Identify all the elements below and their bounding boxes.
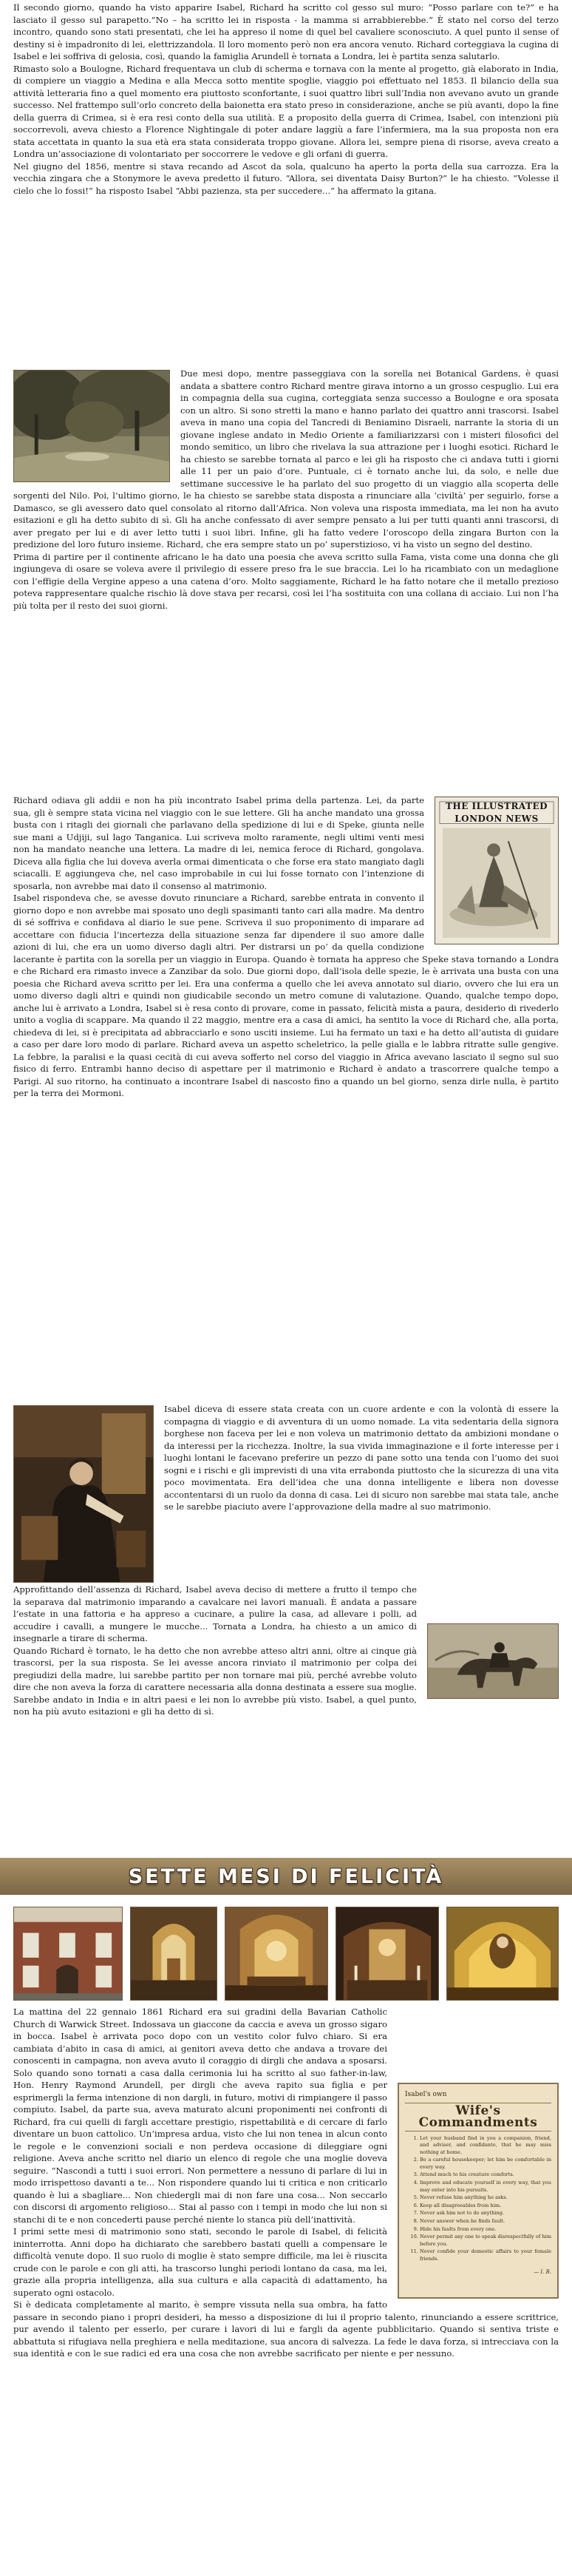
paragraph: I primi sette mesi di matrimonio sono stati, secondo le parole di Isabel, di felicità ininterrotta. Anni dopo ha dichiarato che sarebbero bastati quelli a compensare le difficoltà venute dopo. Il suo ruolo di moglie è stato sempre difficile, ma lei è riuscita crude con le parole e con gli atti, ha trascorso lunghi periodi lontano da casa, ma lei, grazie alla propria intelligenza, alla sua cultura e alla capacità di adattamento, ha superato ogni ostacolo. [13,2226,387,2298]
portrait-painting [13,1405,154,1583]
church-altar-photo [225,1907,328,2001]
paragraph: La mattina del 22 gennaio 1861 Richard era sui gradini della Bavarian Catholic Church di Warwick Street. Indossava un giaccone da caccia e aveva un grosso sigaro in bocca. Isabel è arrivata poco dopo con un vestito color fulvo chiaro. Si era cambiata d’abito in casa di amici, ai genitori aveva detto che andava a trovare dei conoscenti in campagna, non aveva avuto il coraggio di dirgli che andava a sposarsi. Solo quando sono tornati a casa dalla cerimonia lui ha scritto al suo father-in-law, Hon. Henry Raymond Arundell, per dirgli che aveva rapito sua figlia e per esprimergli la ferma intenzione di non dargli, in futuro, motivi di rimpiangere il passo compiuto. Isabel, da parte sua, aveva maturato alcuni proponimenti nei confronti di Richard, fra cui quelli di fargli accettare prestigio, rispettabilità e di cercare di farlo diventare un buon cattolico. Un’impresa ardua, visto che lui non tenea in alcun conto le regole e le convenzioni sociali e non perdeva occasione di dileggiare ogni religione. Aveva anche scritto nel diario un elenco di regole che una moglie doveva seguire. “Nascondi a tutti i suoi errori. Non permettere a nessuno di parlare di lui in modo irrispettoso davanti a te... Non rispondere quando lui ti critica e non criticarlo quando è lui a sbagliare... Non chiedergli mai di non fare una cosa... Non seccarlo con discorsi di argomento religioso... Stai al passo con i tempi in modo che lui non si stanchi di te e non concederti pause perché niente lo stanca più dell’inattività. [13,2007,387,2225]
commandment-item: 5. Never refuse him anything he asks. [420,2194,551,2202]
paragraph: Isabel rispondeva che, se avesse dovuto rinunciare a Richard, sarebbe entrata in convento il giorno dopo e non avrebbe mai sposato uno degli spasimanti tanto cari alla madre. Ma dentro di sé soffriva e confidava al diario le sue pene. Scriveva il suo proponimento di imparare ad accettare con fiducia l’incertezza della situazione senza far dipendere il suo amore dalle azioni di lui, che era un uomo diverso dagli altri. Per distrarsi un po’ da quella condizione lacerante è partita con la sorella per un viaggio in Europa. Quando è tornata ha appreso che Speke stava tornando a Londra e che Richard era rimasto invece a Zanzibar da solo. Due giorni dopo, dall’isola delle spezie, le è arrivata una busta con una poesia che Richard aveva scritto per lei. Era una conferma a quello che lei aveva annotato sul diario, ovvero che lui era un uomo diverso dagli altri e quindi non giudicabile secondo un metro comune di valutazione. Quando, qualche tempo dopo, anche lui è arrivato a Londra, Isabel si è resa conto di provare, come in passato, felicità mista a paura, desiderio di rivederlo unito a voglia di scappare. Ma quando il 22 maggio, mentre era a casa di amici, ha sentito la voce di Richard che, alla porta, chiedeva di lei, si è precipitata ad abbracciarlo e sono usciti insieme. Lui ha fermato un taxi e ha detto all’autista di guidare a caso per dare loro modo di parlare. Richard aveva un aspetto scheletrico, la pelle gialla e le labbra ritratte sulle gengive. La febbre, la paralisi e la quasi cecità di cui aveva sofferto nel corso del viaggio in Africa avevano lasciato il segno sul suo fisico di ferro. Entrambi hanno deciso di aspettare per il matrimonio e Richard è andato a trascorrere qualche tempo a Parigi. Al suo ritorno, ha continuato a incontrare Isabel di nascosto fino a quando un bel giorno, senza dirle nulla, è partito per la terra dei Mormoni. [13,893,559,1098]
paragraph: Rimasto solo a Boulogne, Richard frequentava un club di scherma e tornava con la mente al progetto, già elaborato in India, di compiere un viaggio a Medina e alla Mecca sotto mentite spoglie, viaggio poi effettuato nel 1853. Il bilancio della sua attività letteraria fino a quel momento era piuttosto sconfortante, i suoi quattro libri sull’India non avevano avuto un grande successo. Nel frattempo sull’orlo concreto della baionetta era stato preso in considerazione, anche se più avanti, dopo la fine della guerra di Crimea, si è era resi conto della sua utilità. E a proposito della guerra di Crimea, Isabel, con intenzioni più soccorrevoli, aveva chiesto a Florence Nightingale di poter andare laggiù a fare l’infermiera, ma la sua proposta non era stata accettata in quanto la sua età era stata considerata troppo giovane. Allora lei, sempre piena di risorse, aveva creato a Londra un’associazione di volontariato per soccorrere le vedove e gli orfani di guerra. [13,63,559,159]
paragraph: Si è dedicata completamente al marito, è sempre vissuta nella sua ombra, ha fatto passare in secondo piano i propri desideri, ha messo a disposizione di lui il proprio talento, rinunciando a essere scrittrice, pur avendo il talento per esserlo, per curare i lavori di lui e fargli da agente pubblicitario. Quando si sentiva triste e abbattuta si rifugiava nella preghiera e nella meditazione, sua ancora di salvezza. La fede le dava forza, si intrecciava con la sua identità e con le sue radici ed era una cosa che non avrebbe sacrificato per niente e per nessuno. [13,2299,559,2359]
commandments-title: Wife's Commandments [405,2103,551,2132]
commandment-item: 10. Never permit any one to speak disrespectfully of him before you. [420,2234,551,2248]
church-interior-photo [130,1907,217,2001]
horse-riding-photo [427,1623,559,1699]
commandment-item: 8. Never answer when he finds fault. [420,2218,551,2225]
commandment-item: 11. Never confide your domestic affairs to your female friends. [420,2248,551,2262]
commandment-item: 6. Keep all disagreeables from him. [420,2203,551,2210]
church-mosaic-photo [446,1907,559,2001]
text-block-painting [13,1403,559,1587]
commandments-list [405,2135,551,2263]
wife-commandments-document [398,2083,559,2299]
church-exterior-photo [13,1907,123,2001]
newspaper-illustration [435,797,559,944]
paragraph: Prima di partire per il continente africano le ha dato una poesia che aveva scritto sulla Fama, vista come una donna che gli ingiungeva di osare se voleva avere il privilegio di essere preso fra le sue braccia. Lei lo ha ricambiato con un medaglione con l’effigie della Vergine appeso a una catena d’oro. Molto saggiamente, Richard le ha fatto notare che il metallo prezioso poteva rappresentare qualche rischio là dove stava per recarsi, così lei l’ha sostituita con una collana di acciaio. Lui non l’ha più tolta per il resto dei suoi giorni. [13,551,559,611]
commandment-item: 2. Be a careful housekeeper; let him be comfortable in every way. [420,2157,551,2171]
paragraph: Nel giugno del 1856, mentre si stava recando ad Ascot da sola, qualcuno ha aperto la porta della sua carrozza. Era la vecchia zingara che a Stonymore le aveva predetto il futuro. “Allora, sei diventata Daisy Burton?” le ha chiesto. “Volesse il cielo che lo fossi!” ha risposto Isabel “Abbi pazienza, sta per succedere...” ha affermato la gitana. [13,160,559,196]
paragraph: Richard odiava gli addii e non ha più incontrato Isabel prima della partenza. Lei, da parte sua, gli è sempre stata vicina nel viaggio con le sue lettere. Gli ha anche mandato una grossa busta con i ritagli dei giornali che parlavano della spedizione di lui e di Speke, giunta nelle sue mani a Udjiji, sul lago Tanganica. Lui scriveva molto raramente, negli ultimi venti mesi non ha mandato neanche una lettera. La madre di lei, nemica feroce di Richard, gongolava. Diceva alla figlia che lui doveva averla ormai dimenticata o che forse era stato mangiato dagli sciacalli. E aggiungeva che, nel caso improbabile in cui lui fosse tornato con l’intenzione di sposarla, non avrebbe mai dato il consenso al matrimonio. [13,795,424,891]
text-block-letters [13,794,559,1100]
text-block-intro [13,1,559,197]
paragraph: Isabel diceva di essere stata creata con un cuore ardente e con la volontà di essere la compagna di viaggio e di avventura di un uomo nomade. La vita sedentaria della signora borghese non faceva per lei e non voleva un matrimonio dettato da ambizioni mondane o da interessi per la ricchezza. Inoltre, la sua vivida immaginazione e il forte interesse per i luoghi lontani le facevano preferire un pezzo di pane sotto una tenda con l’uomo dei suoi sogni e i rischi e gli imprevisti di una vita errabonda piuttosto che la sicurezza di una vita poco movimentata. Era dell’idea che una donna intelligente e libera non dovesse accontentarsi di un ruolo da donna di casa. Lei di sicuro non sarebbe mai stata tale, anche se le sarebbe piaciuto avere l’approvazione della madre al suo matrimonio. [164,1404,559,1512]
text-block-horse [13,1583,559,1718]
commandment-item: 7. Never ask him not to do anything. [420,2210,551,2217]
commandments-header: Isabel's own [405,2091,447,2098]
paragraph: Il secondo giorno, quando ha visto apparire Isabel, Richard ha scritto col gesso sul muro: “Posso parlare con te?” e ha lasciato il gesso sul parapetto.“No – ha scritto lei in risposta - la mamma si arrabbierebbe.” È stato nel corso del terzo incontro, quando sono stati presentati, che lei ha appreso il nome di quel bel cavaliere sconosciuto. A quel punto il sense of destiny si è impadronito di lei, elettrizzandola. Il loro momento però non era ancora venuto. Richard corteggiava la cugina di Isabel e lei soffriva di gelosia, così, quando la famiglia Arundell è tornata a Londra, lei è partita senza salutarlo. [13,2,559,61]
commandment-item: 1. Let your husband find in you a companion, friend, and adviser, and confidante, that he may miss nothing at home. [420,2135,551,2157]
section-title: SETTE MESI DI FELICITÀ [128,1865,444,1888]
newspaper-masthead: THE ILLUSTRATED LONDON NEWS [445,801,548,824]
section-title-band [0,1858,572,1895]
image-strip [13,1907,559,2001]
paragraph: Approfittando dell’assenza di Richard, Isabel aveva deciso di mettere a frutto il tempo che la separava dal matrimonio imparando a cavalcare nei lavori manuali. È andata a passare l’estate in una fattoria e ha appreso a cucinare, a pulire la casa, ad allevare i polli, ad accudire i cavalli, a mungere le mucche... Tornata a Londra, ha chiesto a un amico di insegnarle a tirare di scherma. [13,1584,417,1643]
paragraph: Quando Richard è tornato, le ha detto che non avrebbe atteso altri anni, oltre ai cinque già trascorsi, per la sua risposta. Se lei avesse ancora rinviato il matrimonio per colpa dei pregiudizi della madre, lui sarebbe partito per non tornare mai più, perché avrebbe voluto dire che non aveva la forza di carattere necessaria alla donna destinata a essere sua moglie. Sarebbe andato in India e in altri paesi e lei non lo avrebbe più visto. Isabel, a quel punto, non ha più avuto esitazioni e gli ha detto di sì. [13,1645,417,1717]
text-block-garden [13,368,559,612]
church-candles-photo [336,1907,439,2001]
commandment-item: 9. Hide his faults from every one. [420,2226,551,2234]
garden-photo [13,370,170,482]
commandment-item: 3. Attend much to his creature comforts. [420,2171,551,2179]
commandments-signature: — I. B. [534,2268,551,2275]
paragraph: Due mesi dopo, mentre passeggiava con la sorella nei Botanical Gardens, è quasi andata a sbattere contro Richard mentre girava intorno a un grosso cespuglio. Lui era in compagnia della sua cugina, corteggiata senza successo a Boulogne e ora sposata con un altro. Si sono stretti la mano e hanno parlato dei quattro anni trascorsi. Isabel aveva in mano una copia del Tancredi di Beniamino Disraeli, narrante la storia di un giovane inglese andato in Medio Oriente a familiarizzarsi con i misteri filosofici del mondo semitico, un libro che rivelava la sua attrazione per i luoghi esotici. Richard le ha chiesto se sarebbe tornata al parco e lei gli ha risposto che ci andava tutti i giorni alle 11 per un paio d’ore. Puntuale, ci è tornato anche lui, da solo, e nelle due settimane successive le ha parlato del suo progetto di un viaggio alla scoperta delle sorgenti del Nilo. Poi, l’ultimo giorno, le ha chiesto se sarebbe stata disposta a rinunciare alla ‘civiltà’ per seguirlo, forse a Damasco, se gli avessero dato quel consolato al ritorno dall’Africa. Non voleva una risposta immediata, ma lei non ha avuto esitazioni e gli ha detto subito di sì. Gli ha anche confessato di aver sempre pensato a lui per tutti quanti anni trascorsi, di aver pregato per lui e di aver letto tutti i suoi libri. Infine, gli ha fatto vedere l’oroscopo della zingara Burton con la predizione del loro futuro insieme. Richard, che era sempre stato un po’ superstizioso, vi ha visto un segno del destino. [13,368,559,550]
text-block-marriage [13,2006,559,2360]
commandment-item: 4. Improve and educate yourself in every way, that you may enter into his pursuits. [420,2180,551,2194]
